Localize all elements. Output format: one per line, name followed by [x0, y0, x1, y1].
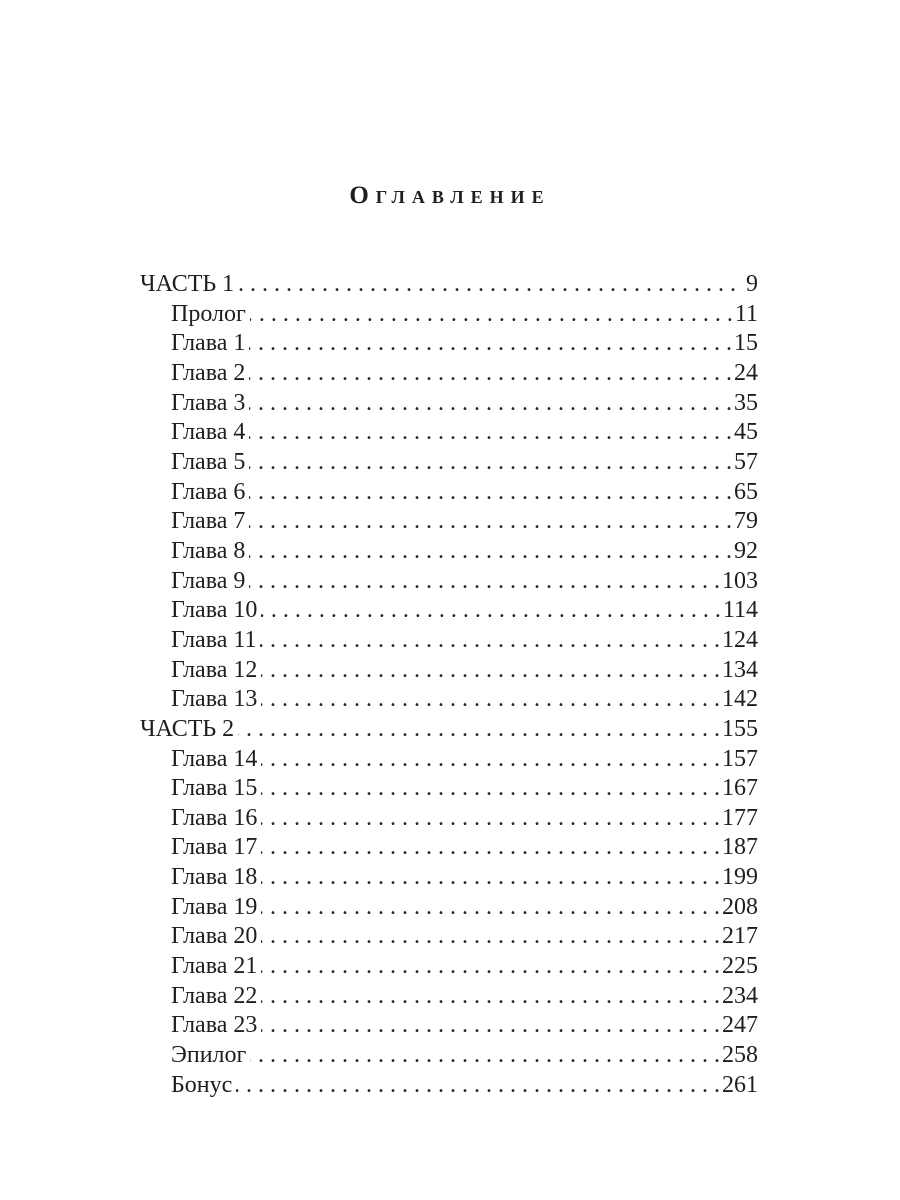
- toc-page-number: 15: [734, 330, 758, 357]
- toc-entry-label: Бонус: [171, 1071, 233, 1098]
- toc-part-entry: [140, 270, 758, 300]
- toc-page-number: 11: [734, 300, 758, 327]
- toc-page-number: 103: [722, 567, 758, 594]
- toc-entry-label: Глава 2: [171, 359, 246, 386]
- dot-leader: [261, 804, 720, 834]
- toc-chapter-entry: [140, 774, 758, 804]
- toc-entry-label: Глава 9: [171, 567, 246, 594]
- toc-page-number: 187: [722, 834, 758, 861]
- toc-page-number: 142: [722, 686, 758, 713]
- dot-leader: [260, 626, 720, 656]
- toc-chapter-entry: [140, 1071, 758, 1101]
- toc-page-number: 208: [722, 893, 758, 920]
- toc-chapter-entry: [140, 389, 758, 419]
- table-of-contents: [140, 270, 758, 1100]
- toc-page-number: 24: [734, 359, 758, 386]
- toc-page-number: 261: [722, 1071, 758, 1098]
- dot-leader: [261, 922, 720, 952]
- toc-part-entry: [140, 715, 758, 745]
- toc-chapter-entry: [140, 952, 758, 982]
- toc-chapter-entry: [140, 300, 758, 330]
- toc-page-number: 258: [722, 1042, 758, 1069]
- toc-entry-label: Глава 10: [171, 597, 258, 624]
- toc-page-number: 79: [734, 508, 758, 535]
- toc-chapter-entry: [140, 1011, 758, 1041]
- toc-chapter-entry: [140, 418, 758, 448]
- toc-entry-label: Глава 18: [171, 864, 258, 891]
- dot-leader: [261, 774, 720, 804]
- toc-chapter-entry: [140, 982, 758, 1012]
- dot-leader: [249, 359, 732, 389]
- dot-leader: [261, 656, 720, 686]
- dot-leader: [249, 389, 732, 419]
- toc-entry-label: Глава 21: [171, 953, 258, 980]
- dot-leader: [250, 300, 733, 330]
- toc-entry-label: Глава 8: [171, 537, 246, 564]
- toc-chapter-entry: [140, 567, 758, 597]
- toc-page-number: 157: [722, 745, 758, 772]
- toc-chapter-entry: [140, 596, 758, 626]
- toc-entry-label: Глава 1: [171, 330, 246, 357]
- toc-page-number: 92: [734, 537, 758, 564]
- dot-leader: [261, 893, 720, 923]
- page-title: Оглавление: [349, 182, 551, 209]
- dot-leader: [249, 478, 732, 508]
- toc-page-number: 234: [722, 982, 758, 1009]
- toc-entry-label: Глава 12: [171, 656, 258, 683]
- toc-chapter-entry: [140, 656, 758, 686]
- dot-leader: [261, 685, 720, 715]
- toc-chapter-entry: [140, 537, 758, 567]
- toc-entry-label: Глава 3: [171, 389, 246, 416]
- toc-chapter-entry: [140, 507, 758, 537]
- dot-leader: [238, 715, 720, 745]
- toc-page-number: 155: [722, 715, 758, 742]
- toc-entry-label: Глава 7: [171, 508, 246, 535]
- toc-chapter-entry: [140, 329, 758, 359]
- dot-leader: [249, 537, 732, 567]
- dot-leader: [261, 952, 720, 982]
- toc-entry-label: Глава 14: [171, 745, 258, 772]
- toc-chapter-entry: [140, 359, 758, 389]
- toc-page-number: 65: [734, 478, 758, 505]
- toc-page-number: 167: [722, 775, 758, 802]
- toc-entry-label: Пролог: [171, 300, 246, 327]
- toc-chapter-entry: [140, 685, 758, 715]
- toc-chapter-entry: [140, 448, 758, 478]
- dot-leader: [249, 507, 732, 537]
- dot-leader: [249, 329, 732, 359]
- toc-entry-label: Глава 15: [171, 775, 258, 802]
- dot-leader: [249, 418, 732, 448]
- toc-page-number: 199: [722, 864, 758, 891]
- toc-entry-label: Глава 19: [171, 893, 258, 920]
- toc-chapter-entry: [140, 745, 758, 775]
- dot-leader: [261, 833, 720, 863]
- toc-page-number: 124: [722, 626, 758, 653]
- toc-chapter-entry: [140, 804, 758, 834]
- toc-chapter-entry: [140, 478, 758, 508]
- toc-chapter-entry: [140, 893, 758, 923]
- toc-page-number: 225: [722, 953, 758, 980]
- toc-chapter-entry: [140, 863, 758, 893]
- toc-chapter-entry: [140, 833, 758, 863]
- toc-entry-label: Глава 17: [171, 834, 258, 861]
- dot-leader: [261, 863, 720, 893]
- toc-page-number: 134: [722, 656, 758, 683]
- toc-entry-label: Глава 13: [171, 686, 258, 713]
- toc-entry-label: ЧАСТЬ 2: [140, 715, 235, 742]
- dot-leader: [261, 982, 720, 1012]
- toc-entry-label: Глава 23: [171, 1012, 258, 1039]
- toc-chapter-entry: [140, 1041, 758, 1071]
- toc-page-number: 9: [746, 271, 758, 297]
- dot-leader: [261, 1011, 720, 1041]
- toc-page-number: 45: [734, 419, 758, 446]
- toc-chapter-entry: [140, 922, 758, 952]
- toc-entry-label: Глава 5: [171, 448, 246, 475]
- toc-page-number: 247: [722, 1012, 758, 1039]
- toc-page-number: 114: [722, 597, 758, 624]
- dot-leader: [250, 1041, 720, 1071]
- toc-entry-label: Глава 4: [171, 419, 246, 446]
- toc-entry-label: Глава 20: [171, 923, 258, 950]
- dot-leader: [261, 745, 720, 775]
- dot-leader: [236, 1071, 720, 1101]
- toc-chapter-entry: [140, 626, 758, 656]
- toc-entry-label: Глава 22: [171, 982, 258, 1009]
- toc-entry-label: Глава 11: [171, 626, 257, 653]
- toc-entry-label: Эпилог: [171, 1042, 247, 1069]
- toc-page-number: 35: [734, 389, 758, 416]
- toc-page-number: 177: [722, 804, 758, 831]
- toc-page-number: 217: [722, 923, 758, 950]
- toc-entry-label: Глава 6: [171, 478, 246, 505]
- toc-page-number: 57: [734, 448, 758, 475]
- dot-leader: [249, 448, 732, 478]
- toc-entry-label: ЧАСТЬ 1: [140, 271, 235, 297]
- dot-leader: [261, 596, 721, 626]
- dot-leader: [238, 270, 736, 300]
- toc-entry-label: Глава 16: [171, 804, 258, 831]
- dot-leader: [249, 567, 720, 597]
